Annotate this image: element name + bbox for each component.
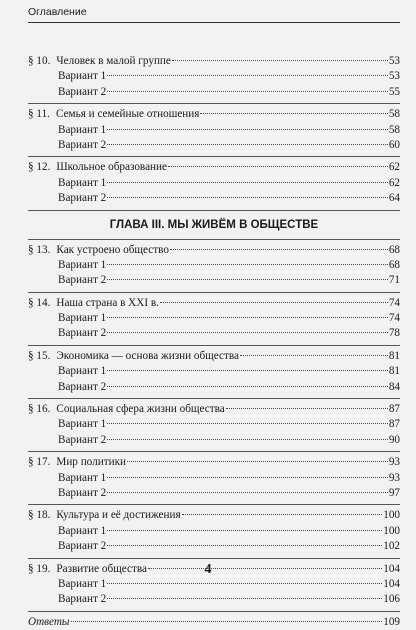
- section-title: Человек в малой группе: [56, 55, 171, 67]
- section-title: Культура и её достижения: [56, 509, 181, 522]
- entry-label: [58, 417, 106, 432]
- entry-label: [28, 160, 167, 175]
- toc-entry-variant[interactable]: [28, 364, 400, 379]
- variant-label: Вариант 1: [58, 312, 107, 325]
- page-ref: 106: [383, 593, 400, 606]
- page-ref: 71: [388, 274, 400, 287]
- dot-leader: [107, 423, 388, 424]
- toc-entry-section[interactable]: [28, 349, 400, 364]
- entry-label: [58, 524, 106, 539]
- dot-leader: [107, 91, 388, 92]
- toc-entry-section[interactable]: [28, 54, 400, 69]
- dot-leader: [107, 530, 382, 531]
- dot-leader: [107, 197, 388, 198]
- dot-leader: [107, 439, 388, 440]
- dot-leader: [107, 386, 388, 387]
- divider: [28, 345, 400, 346]
- toc-entry-variant[interactable]: [28, 138, 400, 153]
- entry-label: [58, 85, 106, 100]
- section-number: § 14.: [28, 296, 51, 309]
- dot-leader: [107, 583, 382, 584]
- divider: [28, 504, 400, 505]
- variant-label: Вариант 1: [58, 365, 107, 378]
- page-ref: 93: [388, 456, 400, 469]
- toc-entry-variant[interactable]: [28, 471, 400, 486]
- section-number: § 12.: [28, 161, 51, 174]
- entry-label: [58, 486, 106, 501]
- page-ref: 60: [388, 138, 400, 151]
- page-ref: 97: [388, 486, 400, 499]
- section-number: § 11.: [28, 108, 50, 121]
- page-ref: 109: [383, 615, 400, 628]
- chapter-heading: ГЛАВА III. МЫ ЖИВЁМ В ОБЩЕСТВЕ: [109, 218, 319, 231]
- page-ref: 102: [383, 540, 400, 553]
- section-number: § 15.: [28, 349, 51, 362]
- dot-leader: [107, 264, 388, 265]
- divider: [28, 239, 400, 240]
- section-title: Мир политики: [56, 456, 127, 469]
- page-ref: 93: [388, 471, 400, 484]
- page-ref: 104: [383, 577, 400, 590]
- variant-label: Вариант 1: [58, 471, 107, 484]
- entry-label: [58, 69, 106, 84]
- section-number: § 16.: [28, 403, 51, 416]
- variant-label: Вариант 2: [58, 433, 107, 446]
- dot-leader: [200, 113, 387, 114]
- dot-leader: [107, 75, 388, 76]
- section-title: Наша страна в XXI в.: [56, 296, 159, 309]
- section-title: Экономика — основа жизни общества: [56, 349, 239, 362]
- page-ref: 78: [388, 327, 400, 340]
- divider: [28, 156, 400, 157]
- table-of-contents: [28, 54, 400, 630]
- entry-label: [58, 539, 106, 554]
- toc-entry-variant[interactable]: [28, 433, 400, 448]
- page-ref: 55: [388, 85, 400, 98]
- toc-entry-variant[interactable]: [28, 85, 400, 100]
- variant-label: Вариант 2: [58, 380, 107, 393]
- section-title: Развитие общества: [56, 562, 147, 575]
- toc-entry-variant[interactable]: [28, 524, 400, 539]
- dot-leader: [168, 166, 388, 167]
- entry-label: [58, 364, 106, 379]
- entry-label: [58, 471, 106, 486]
- toc-entry-variant[interactable]: [28, 380, 400, 395]
- toc-entry-variant[interactable]: [28, 592, 400, 607]
- page-ref: 58: [388, 123, 400, 136]
- variant-label: Вариант 2: [58, 540, 107, 553]
- page-ref: 62: [388, 176, 400, 189]
- dot-leader: [107, 279, 388, 280]
- entry-label: [58, 380, 106, 395]
- toc-entry-section[interactable]: [28, 243, 400, 258]
- entry-label: [58, 311, 106, 326]
- divider: [28, 398, 400, 399]
- entry-label: [58, 138, 106, 153]
- page-ref: 58: [388, 108, 400, 121]
- page-ref: 81: [388, 349, 400, 362]
- dot-leader: [107, 545, 382, 546]
- variant-label: Вариант 2: [58, 138, 107, 151]
- dot-leader: [107, 317, 388, 318]
- variant-label: Вариант 2: [58, 593, 107, 606]
- entry-label: [28, 296, 159, 311]
- page-ref: 81: [388, 365, 400, 378]
- sections-after-chapter: [28, 243, 400, 612]
- toc-entry-variant[interactable]: [28, 69, 400, 84]
- entry-label: [58, 592, 106, 607]
- dot-leader: [226, 408, 388, 409]
- entry-label: [58, 258, 106, 273]
- dot-leader: [107, 182, 388, 183]
- toc-entry-section[interactable]: [28, 160, 400, 175]
- variant-label: Вариант 2: [58, 274, 107, 287]
- page-ref: 53: [388, 55, 400, 67]
- section-title: Семья и семейные отношения: [55, 108, 200, 121]
- divider: [28, 210, 400, 211]
- entry-label: [58, 433, 106, 448]
- section-title: Школьное образование: [56, 161, 167, 174]
- answers-label: Ответы: [28, 615, 70, 628]
- dot-leader: [107, 144, 388, 145]
- toc-entry-variant[interactable]: [28, 539, 400, 554]
- section-number: § 10.: [28, 55, 51, 67]
- entry-label: [28, 349, 239, 364]
- entry-label: [58, 577, 106, 592]
- toc-entry-section[interactable]: [28, 455, 400, 470]
- sections-before-chapter: [28, 54, 400, 211]
- dot-leader: [107, 492, 388, 493]
- divider: [28, 451, 400, 452]
- page-ref: 104: [383, 562, 400, 575]
- page-ref: 68: [388, 258, 400, 271]
- toc-entry-variant[interactable]: [28, 577, 400, 592]
- variant-label: Вариант 1: [58, 524, 107, 537]
- section-title: Социальная сфера жизни общества: [56, 403, 225, 416]
- dot-leader: [240, 355, 388, 356]
- variant-label: Вариант 1: [58, 123, 107, 136]
- toc-entry-variant[interactable]: [28, 123, 400, 138]
- entry-label: [58, 273, 106, 288]
- dot-leader: [182, 514, 383, 515]
- variant-label: Вариант 1: [58, 70, 107, 83]
- toc-entry-section[interactable]: [28, 107, 400, 122]
- running-header: Оглавление: [28, 6, 400, 23]
- toc-entry-variant[interactable]: [28, 417, 400, 432]
- section-number: § 18.: [28, 509, 51, 522]
- dot-leader: [172, 60, 388, 61]
- toc-entry-section[interactable]: [28, 296, 400, 311]
- variant-label: Вариант 1: [58, 176, 107, 189]
- divider: [28, 558, 400, 559]
- variant-label: Вариант 2: [58, 192, 107, 205]
- page-ref: 84: [388, 380, 400, 393]
- entry-label: [58, 326, 106, 341]
- entry-label: [28, 107, 199, 122]
- divider: [28, 103, 400, 104]
- toc-entry-section[interactable]: [28, 402, 400, 417]
- dot-leader: [107, 332, 388, 333]
- toc-entry-variant[interactable]: [28, 191, 400, 206]
- page-ref: 87: [388, 418, 400, 431]
- page-ref: 100: [383, 509, 400, 522]
- section-number: § 13.: [28, 243, 51, 256]
- page-ref: 53: [388, 70, 400, 83]
- entry-label: [28, 455, 126, 470]
- page-ref: 74: [388, 296, 400, 309]
- entry-label: [28, 243, 169, 258]
- page-ref: 74: [388, 312, 400, 325]
- section-title: Как устроено общество: [56, 243, 169, 256]
- page-ref: 64: [388, 192, 400, 205]
- dot-leader: [107, 477, 388, 478]
- dot-leader: [170, 249, 388, 250]
- page-ref: 90: [388, 433, 400, 446]
- variant-label: Вариант 2: [58, 486, 107, 499]
- toc-entry-variant[interactable]: [28, 176, 400, 191]
- toc-entry-answers[interactable]: [28, 615, 400, 630]
- variant-label: Вариант 2: [58, 85, 107, 98]
- page-ref: 62: [388, 161, 400, 174]
- entry-label: [28, 508, 181, 523]
- dot-leader: [127, 461, 388, 462]
- toc-entry-section[interactable]: [28, 508, 400, 523]
- variant-label: Вариант 2: [58, 327, 107, 340]
- section-number: § 17.: [28, 456, 51, 469]
- entry-label: [58, 123, 106, 138]
- dot-leader: [107, 370, 388, 371]
- toc-entry-variant[interactable]: [28, 273, 400, 288]
- page-number: 4: [204, 562, 212, 577]
- toc-entry-variant[interactable]: [28, 486, 400, 501]
- page-ref: 87: [388, 403, 400, 416]
- page-ref: 100: [383, 524, 400, 537]
- variant-label: Вариант 1: [58, 258, 107, 271]
- section-number: § 19.: [28, 562, 51, 575]
- entry-label: [58, 191, 106, 206]
- entry-label: [58, 176, 106, 191]
- divider: [28, 611, 400, 612]
- entry-label: [28, 402, 225, 417]
- dot-leader: [107, 598, 382, 599]
- variant-label: Вариант 1: [58, 577, 107, 590]
- toc-entry-variant[interactable]: [28, 326, 400, 341]
- variant-label: Вариант 1: [58, 418, 107, 431]
- toc-entry-variant[interactable]: [28, 311, 400, 326]
- dot-leader: [71, 621, 383, 622]
- entry-label: [28, 54, 171, 69]
- divider: [28, 292, 400, 293]
- page-ref: 68: [388, 243, 400, 256]
- dot-leader: [160, 302, 388, 303]
- toc-entry-variant[interactable]: [28, 258, 400, 273]
- dot-leader: [107, 129, 388, 130]
